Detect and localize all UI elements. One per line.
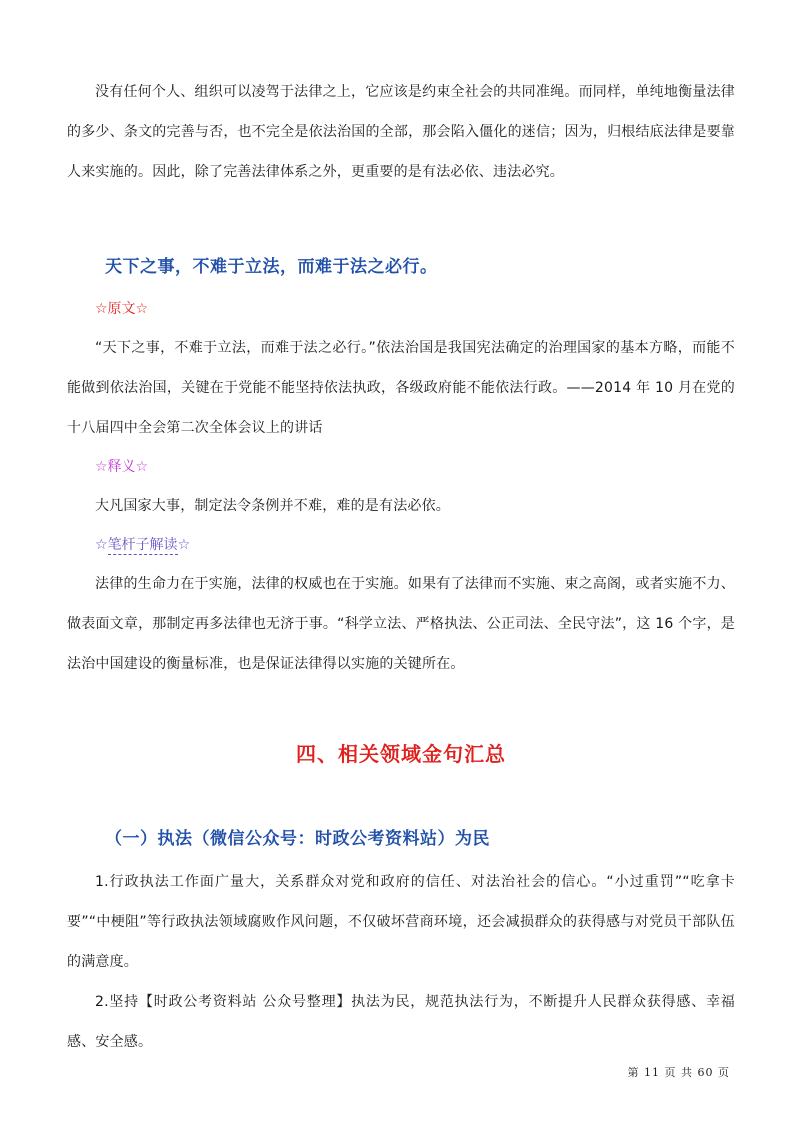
original-text: “天下之事，不难于立法，而难于法之必行。”依法治国是我国宪法确定的治理国家的基本方略，而能不能做到依法治国，关键在于党能不能坚持依法执政，各级政府能不能依法行政。——2014 年 10 月在党的十八届四中全会第二次全体会议上的讲话	[67, 340, 735, 436]
interpret-text: 法律的生命力在于实施，法律的权威也在于实施。如果有了法律而不实施、束之高阁，或者实施不力、做表面文章，那制定再多法律也无济于事。“科学立法、严格执法、公正司法、全民守法”，这 16 个字，是法治中国建设的衡量标准，也是保证法律得以实施的关键所在。	[67, 576, 735, 672]
interpret-tag	[67, 526, 735, 564]
original-tag: ☆原文☆	[95, 301, 149, 317]
page-content	[67, 72, 735, 1062]
interpret-tag-star-left: ☆	[95, 537, 108, 553]
interpret-tag-label: 笔杆子解读	[107, 537, 178, 553]
interpret-tag-star-right: ☆	[177, 537, 191, 553]
section-subtitle: （一）执法（微信公众号：时政公考资料站）为民	[105, 829, 490, 849]
meaning-text: 大凡国家大事，制定法令条例并不难，难的是有法必依。	[95, 498, 450, 514]
section-item-2: 2.坚持【时政公考资料站 公众号整理】执法为民，规范执法行为，不断提升人民群众获得感、幸福感、安全感。	[67, 994, 735, 1050]
section-title: 四、相关领域金句汇总	[296, 742, 506, 766]
section-item-1: 1.行政执法工作面广量大，关系群众对党和政府的信任、对法治社会的信心。“小过重罚”“吃拿卡要”“中梗阻”等行政执法领域腐败作风问题，不仅破坏营商环境，还会减损群众的获得感与对党员干部队伍的满意度。	[67, 874, 735, 970]
meaning-tag: ☆释义☆	[95, 459, 149, 475]
page-number: 第 11 页 共 60 页	[627, 1066, 730, 1079]
intro-paragraph: 没有任何个人、组织可以凌驾于法律之上，它应该是约束全社会的共同准绳。而同样，单纯地衡量法律的多少、条文的完善与否，也不完全是依法治国的全部，那会陷入僵化的迷信；因为，归根结底法律是要靠人来实施的。因此，除了完善法律体系之外，更重要的是有法必依、违法必究。	[67, 84, 735, 180]
quote-heading: 天下之事，不难于立法，而难于法之必行。	[105, 257, 438, 277]
